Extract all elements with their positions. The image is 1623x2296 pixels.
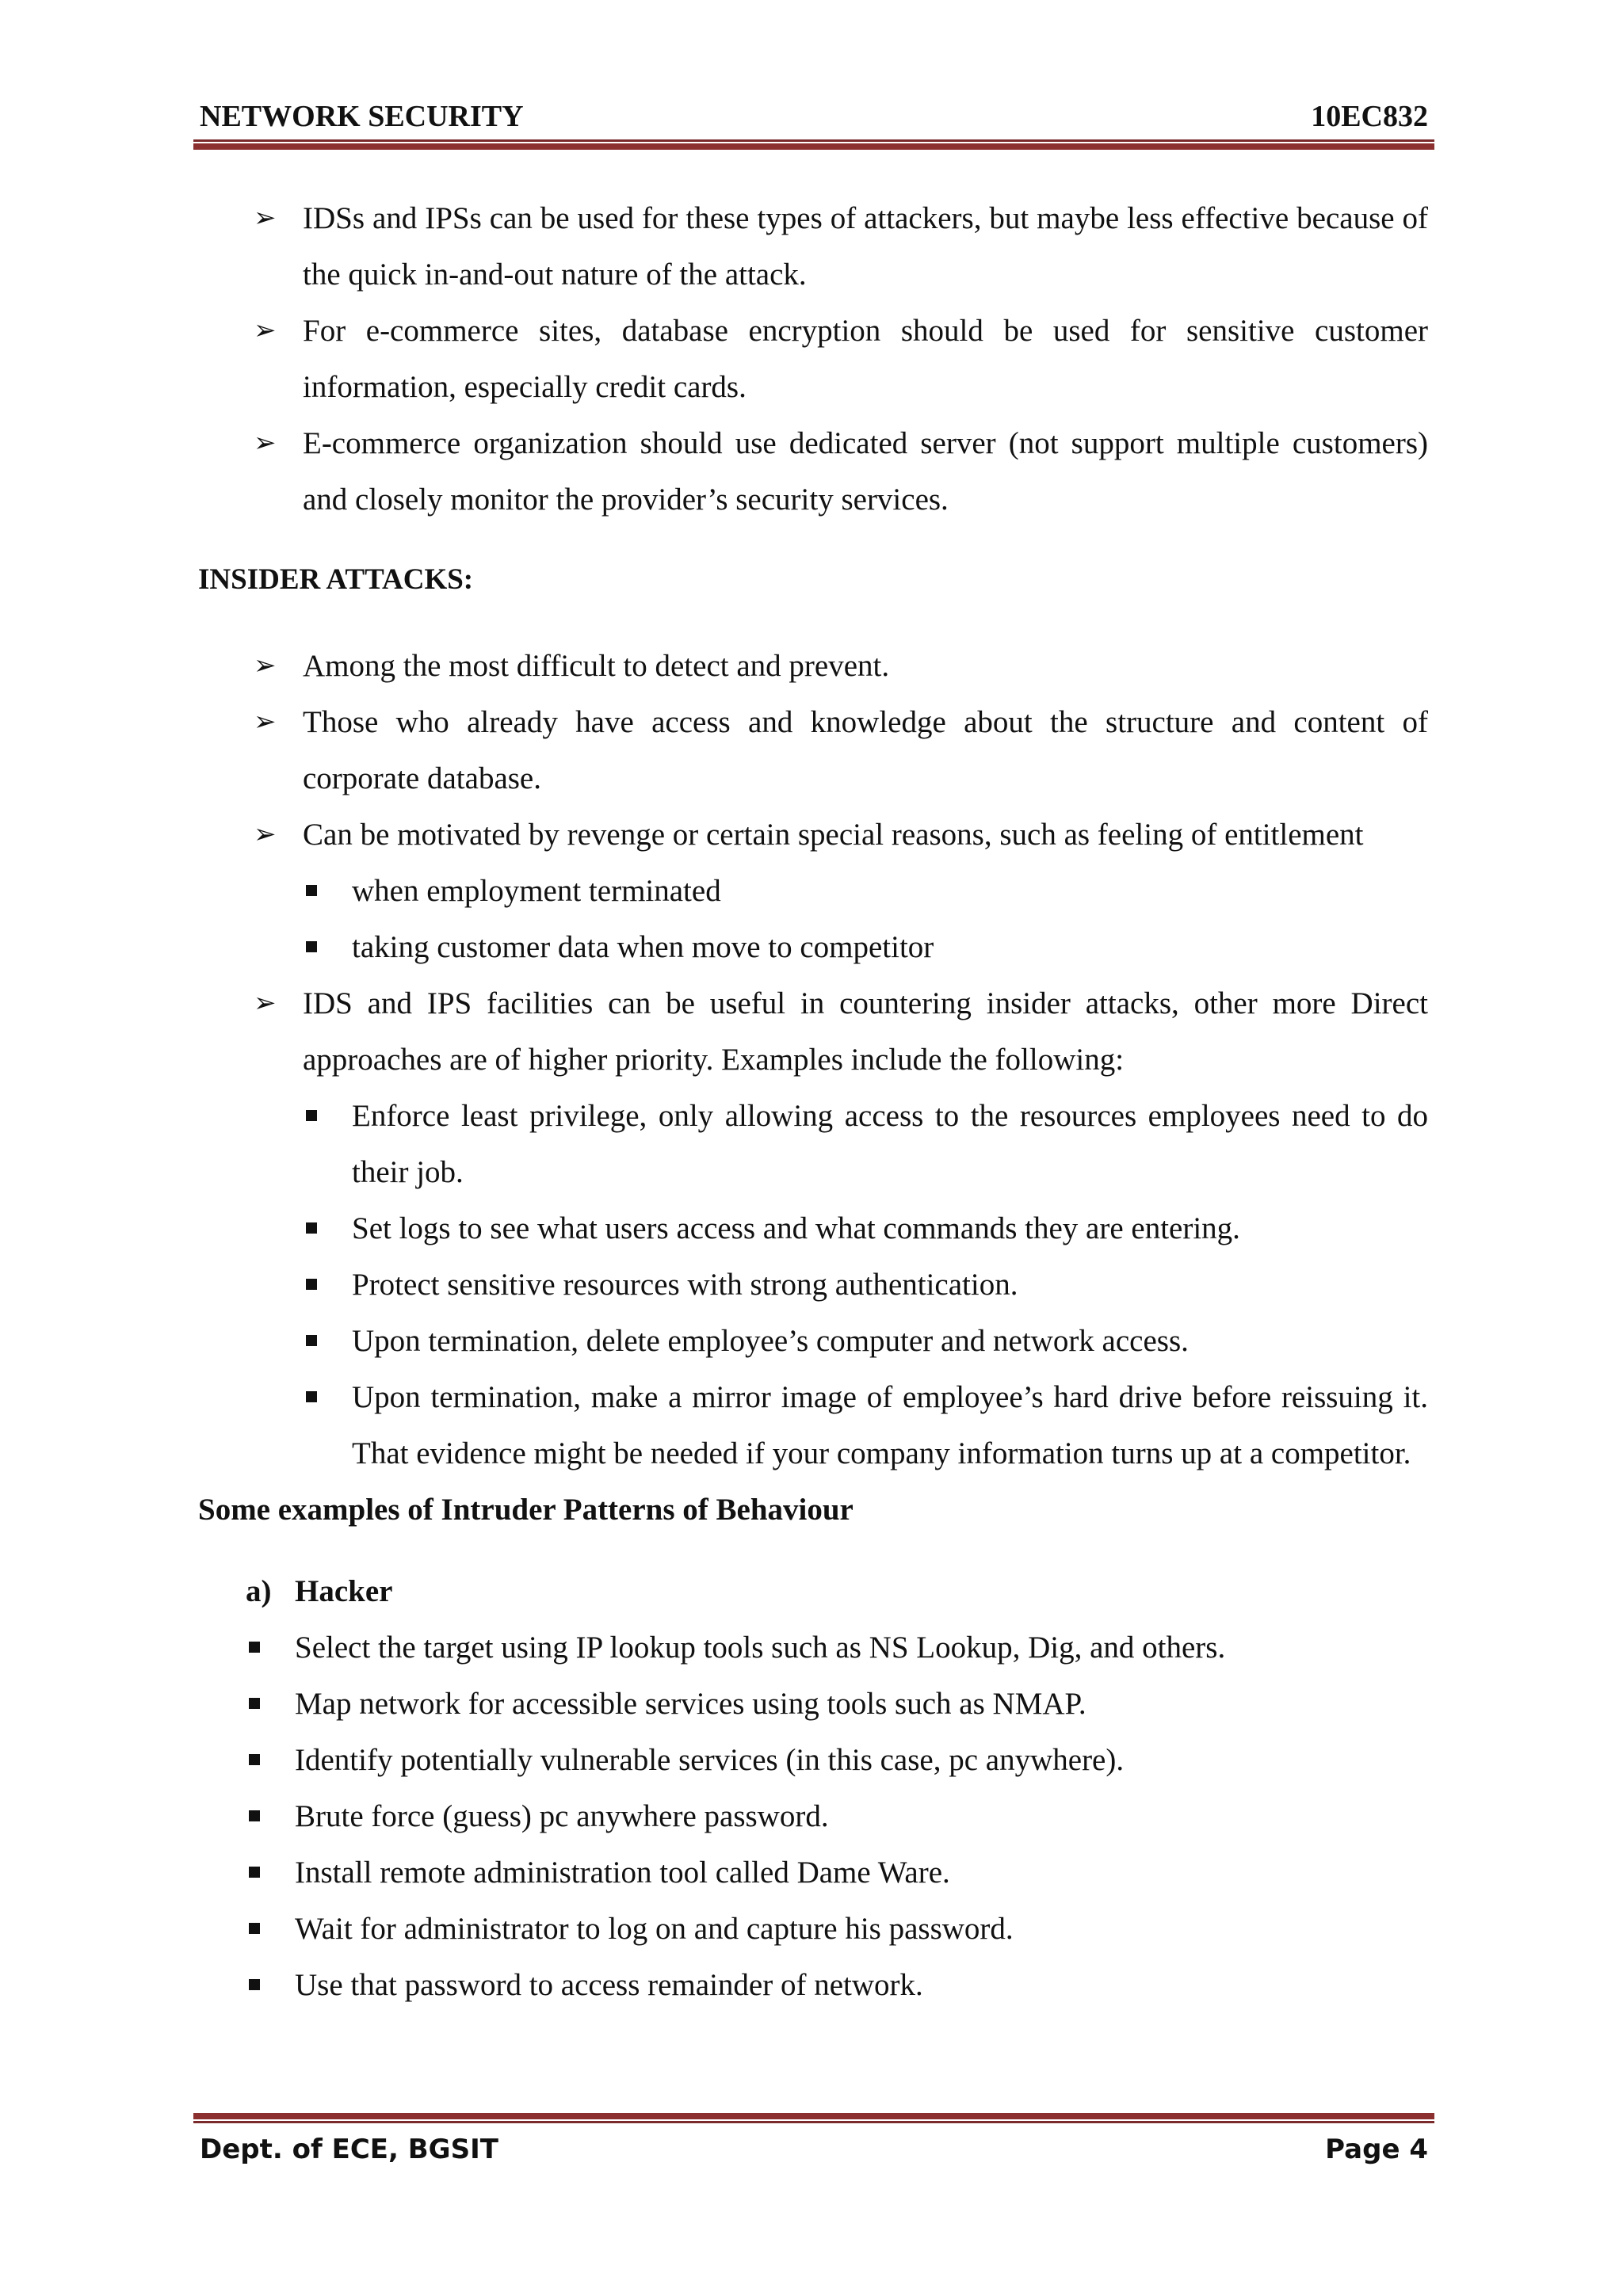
header-course-code: 10EC832 [1311, 100, 1428, 133]
list-item [198, 975, 1428, 1088]
list-item-text: Select the target using IP lookup tools such as NS Lookup, Dig, and others. [295, 1630, 1226, 1665]
list-item-text: Wait for administrator to log on and capture his password. [295, 1912, 1014, 1946]
list-item-text: Use that password to access remainder of network. [295, 1968, 923, 2002]
arrow-bullet-icon: ➢ [254, 650, 277, 681]
arrow-bullet-icon: ➢ [254, 706, 277, 738]
list-item-text: Those who already have access and knowledge about the structure and content of corporate database. [303, 705, 1428, 795]
list-item [198, 807, 1428, 863]
list-item [198, 1619, 1428, 1676]
square-bullet-icon [249, 1810, 260, 1821]
square-bullet-icon [249, 1698, 260, 1709]
list-item [198, 638, 1428, 694]
sub-list-item-text: Protect sensitive resources with strong authentication. [352, 1268, 1018, 1302]
list-item-text: Can be motivated by revenge or certain special reasons, such as feeling of entitlement [303, 818, 1364, 852]
list-item [198, 1844, 1428, 1901]
list-item [198, 415, 1428, 528]
sub-list-item-text: when employment terminated [352, 874, 721, 908]
footer-rule [193, 2121, 1434, 2123]
page-content [198, 190, 1428, 2013]
page-number: Page 4 [1325, 2134, 1428, 2165]
arrow-bullet-icon: ➢ [254, 427, 277, 459]
header-rule-thick [193, 143, 1434, 150]
sub-list-item [198, 1369, 1428, 1482]
list-item-text: IDS and IPS facilities can be useful in countering insider attacks, other more Direct approaches are of higher priority. Examples include the following: [303, 986, 1428, 1077]
list-item-text: IDSs and IPSs can be used for these types of attackers, but maybe less effective because of the quick in-and-out nature of the attack. [303, 201, 1428, 292]
section-heading-patterns: Some examples of Intruder Patterns of Behaviour [198, 1493, 854, 1527]
list-item [198, 1732, 1428, 1788]
square-bullet-icon [306, 1335, 317, 1346]
sub-list-item [198, 1200, 1428, 1257]
square-bullet-icon [249, 1867, 260, 1878]
sub-list-item-text: Upon termination, delete employee’s computer and network access. [352, 1324, 1189, 1358]
list-item-text: Brute force (guess) pc anywhere password. [295, 1799, 829, 1833]
square-bullet-icon [249, 1642, 260, 1653]
square-bullet-icon [249, 1754, 260, 1765]
list-item [198, 1901, 1428, 1957]
sub-list-item-text: Upon termination, make a mirror image of employee’s hard drive before reissuing it. That evidence might be needed if your company information turns up at a competitor. [352, 1380, 1428, 1470]
sub-list-item [198, 919, 1428, 975]
list-item [198, 190, 1428, 303]
square-bullet-icon [249, 1979, 260, 1990]
arrow-bullet-icon: ➢ [254, 315, 277, 346]
list-item-text: Identify potentially vulnerable services (in this case, pc anywhere). [295, 1743, 1125, 1777]
sub-list-item-text: taking customer data when move to competitor [352, 930, 934, 964]
subsection-label: a) [246, 1574, 272, 1608]
sub-list-item-text: Enforce least privilege, only allowing access to the resources employees need to do their job. [352, 1099, 1428, 1189]
square-bullet-icon [306, 1110, 317, 1121]
list-item-text: E-commerce organization should use dedicated server (not support multiple customers) and closely monitor the provider’s security services. [303, 426, 1428, 517]
subsection-heading-hacker [198, 1563, 1428, 1619]
square-bullet-icon [306, 885, 317, 896]
sub-list-item [198, 1257, 1428, 1313]
header-rule [193, 139, 1434, 142]
list-item [198, 303, 1428, 415]
header-course-title: NETWORK SECURITY [200, 100, 524, 133]
list-item [198, 1676, 1428, 1732]
arrow-bullet-icon: ➢ [254, 202, 277, 234]
sub-list-item-text: Set logs to see what users access and what commands they are entering. [352, 1211, 1240, 1245]
square-bullet-icon [306, 1279, 317, 1290]
square-bullet-icon [306, 941, 317, 952]
list-item [198, 694, 1428, 807]
arrow-bullet-icon: ➢ [254, 987, 277, 1019]
sub-list-item [198, 1313, 1428, 1369]
arrow-bullet-icon: ➢ [254, 818, 277, 850]
list-item-text: Map network for accessible services using tools such as NMAP. [295, 1687, 1086, 1721]
list-item-text: For e-commerce sites, database encryption should be used for sensitive customer information, especially credit cards. [303, 314, 1428, 404]
footer-rule-thick [193, 2113, 1434, 2119]
square-bullet-icon [249, 1923, 260, 1934]
list-item-text: Install remote administration tool called Dame Ware. [295, 1855, 950, 1890]
square-bullet-icon [306, 1391, 317, 1402]
section-heading-insider: INSIDER ATTACKS: [198, 563, 474, 596]
page-footer [200, 2131, 1428, 2168]
list-item [198, 1957, 1428, 2013]
page-header [200, 98, 1428, 135]
footer-department: Dept. of ECE, BGSIT [200, 2134, 498, 2165]
subsection-title: Hacker [295, 1574, 393, 1608]
square-bullet-icon [306, 1222, 317, 1234]
sub-list-item [198, 863, 1428, 919]
sub-list-item [198, 1088, 1428, 1200]
list-item-text: Among the most difficult to detect and prevent. [303, 649, 890, 683]
list-item [198, 1788, 1428, 1844]
